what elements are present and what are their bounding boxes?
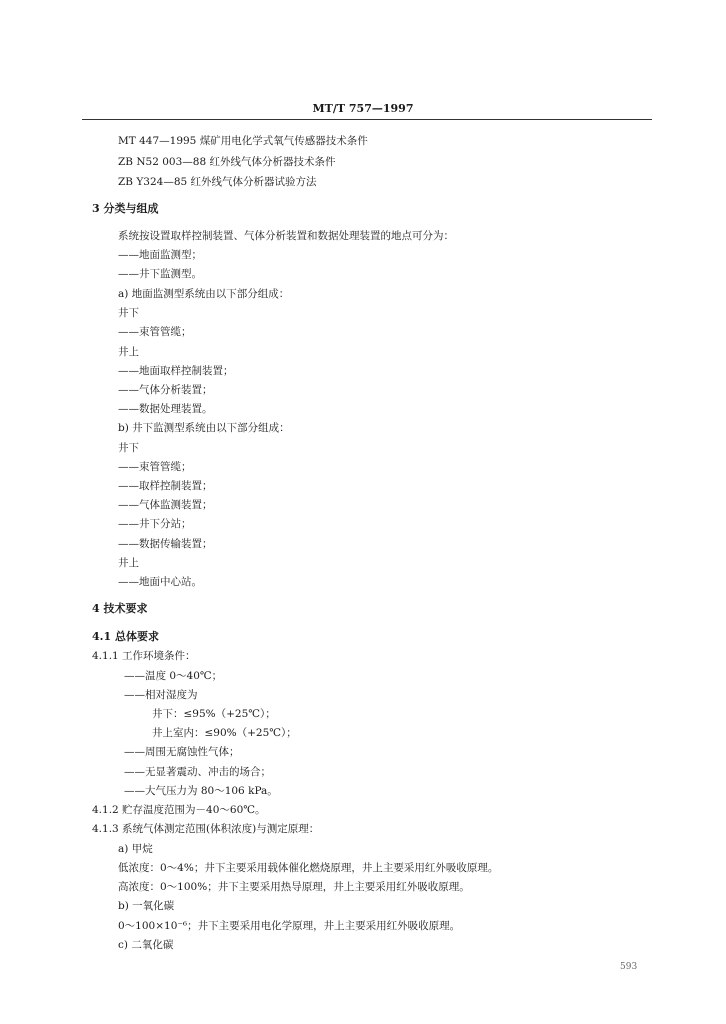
text-line: 0～100×10⁻⁶；井下主要采用电化学原理，井上主要采用红外吸收原理。 — [118, 920, 461, 932]
text-line: ——地面取样控制装置； — [118, 365, 234, 377]
text-line: 4.1.2 贮存温度范围为－40～60℃。 — [92, 804, 266, 816]
text-line: ——地面监测型； — [118, 249, 202, 261]
text-line: ——束管管缆； — [118, 326, 192, 338]
text-line: a) 地面监测型系统由以下部分组成： — [118, 288, 290, 300]
text-line: 高浓度：0～100%；井下主要采用热导原理，井上主要采用红外吸收原理。 — [118, 881, 470, 893]
text-line: 4.1.1 工作环境条件： — [92, 650, 196, 662]
text-line: b) 井下监测型系统由以下部分组成： — [118, 422, 290, 434]
text-line: ——井下分站； — [118, 518, 192, 530]
text-line: 低浓度：0～4%；井下主要采用载体催化燃烧原理，井上主要采用红外吸收原理。 — [118, 862, 499, 874]
text-line: 系统按设置取样控制装置、气体分析装置和数据处理装置的地点可分为： — [118, 230, 454, 242]
text-line: ——温度 0～40℃； — [124, 670, 223, 682]
text-line: 井上室内：≤90%（+25℃）； — [152, 727, 297, 739]
text-line: 4.1.3 系统气体测定范围(体积浓度)与测定原理： — [92, 823, 320, 835]
text-line: c) 二氧化碳 — [118, 939, 174, 951]
text-line: ——气体分析装置； — [118, 384, 213, 396]
text-line: ——相对湿度为 — [124, 689, 198, 701]
text-line: ——气体监测装置； — [118, 499, 213, 511]
text-line: MT 447—1995 煤矿用电化学式氧气传感器技术条件 — [118, 135, 368, 147]
header-rule — [82, 119, 652, 120]
text-line: ZB N52 003—88 红外线气体分析器技术条件 — [118, 156, 336, 168]
text-line: ——无显著震动、冲击的场合； — [124, 766, 271, 778]
section-heading: 4.1 总体要求 — [92, 630, 159, 643]
running-header: MT/T 757—1997 — [312, 102, 414, 115]
section-heading: 3 分类与组成 — [92, 202, 159, 215]
text-line: ——束管管缆； — [118, 461, 192, 473]
page-number: 593 — [620, 962, 638, 972]
text-line: 井下 — [118, 442, 139, 454]
text-line: ——数据处理装置。 — [118, 403, 213, 415]
text-line: ——地面中心站。 — [118, 576, 202, 588]
section-heading: 4 技术要求 — [92, 602, 148, 615]
text-line: a) 甲烷 — [118, 843, 153, 855]
text-line: 井下 — [118, 307, 139, 319]
text-line: ——取样控制装置； — [118, 480, 213, 492]
text-line: ZB Y324—85 红外线气体分析器试验方法 — [118, 176, 317, 188]
text-line: ——大气压力为 80～106 kPa。 — [124, 785, 278, 797]
text-line: ——数据传输装置； — [118, 538, 213, 550]
text-line: 井下：≤95%（+25℃）； — [152, 708, 276, 720]
text-line: 井上 — [118, 346, 139, 358]
text-line: b) 一氧化碳 — [118, 900, 175, 912]
text-line: 井上 — [118, 557, 139, 569]
text-line: ——周围无腐蚀性气体； — [124, 746, 240, 758]
text-line: ——井下监测型。 — [118, 268, 202, 280]
